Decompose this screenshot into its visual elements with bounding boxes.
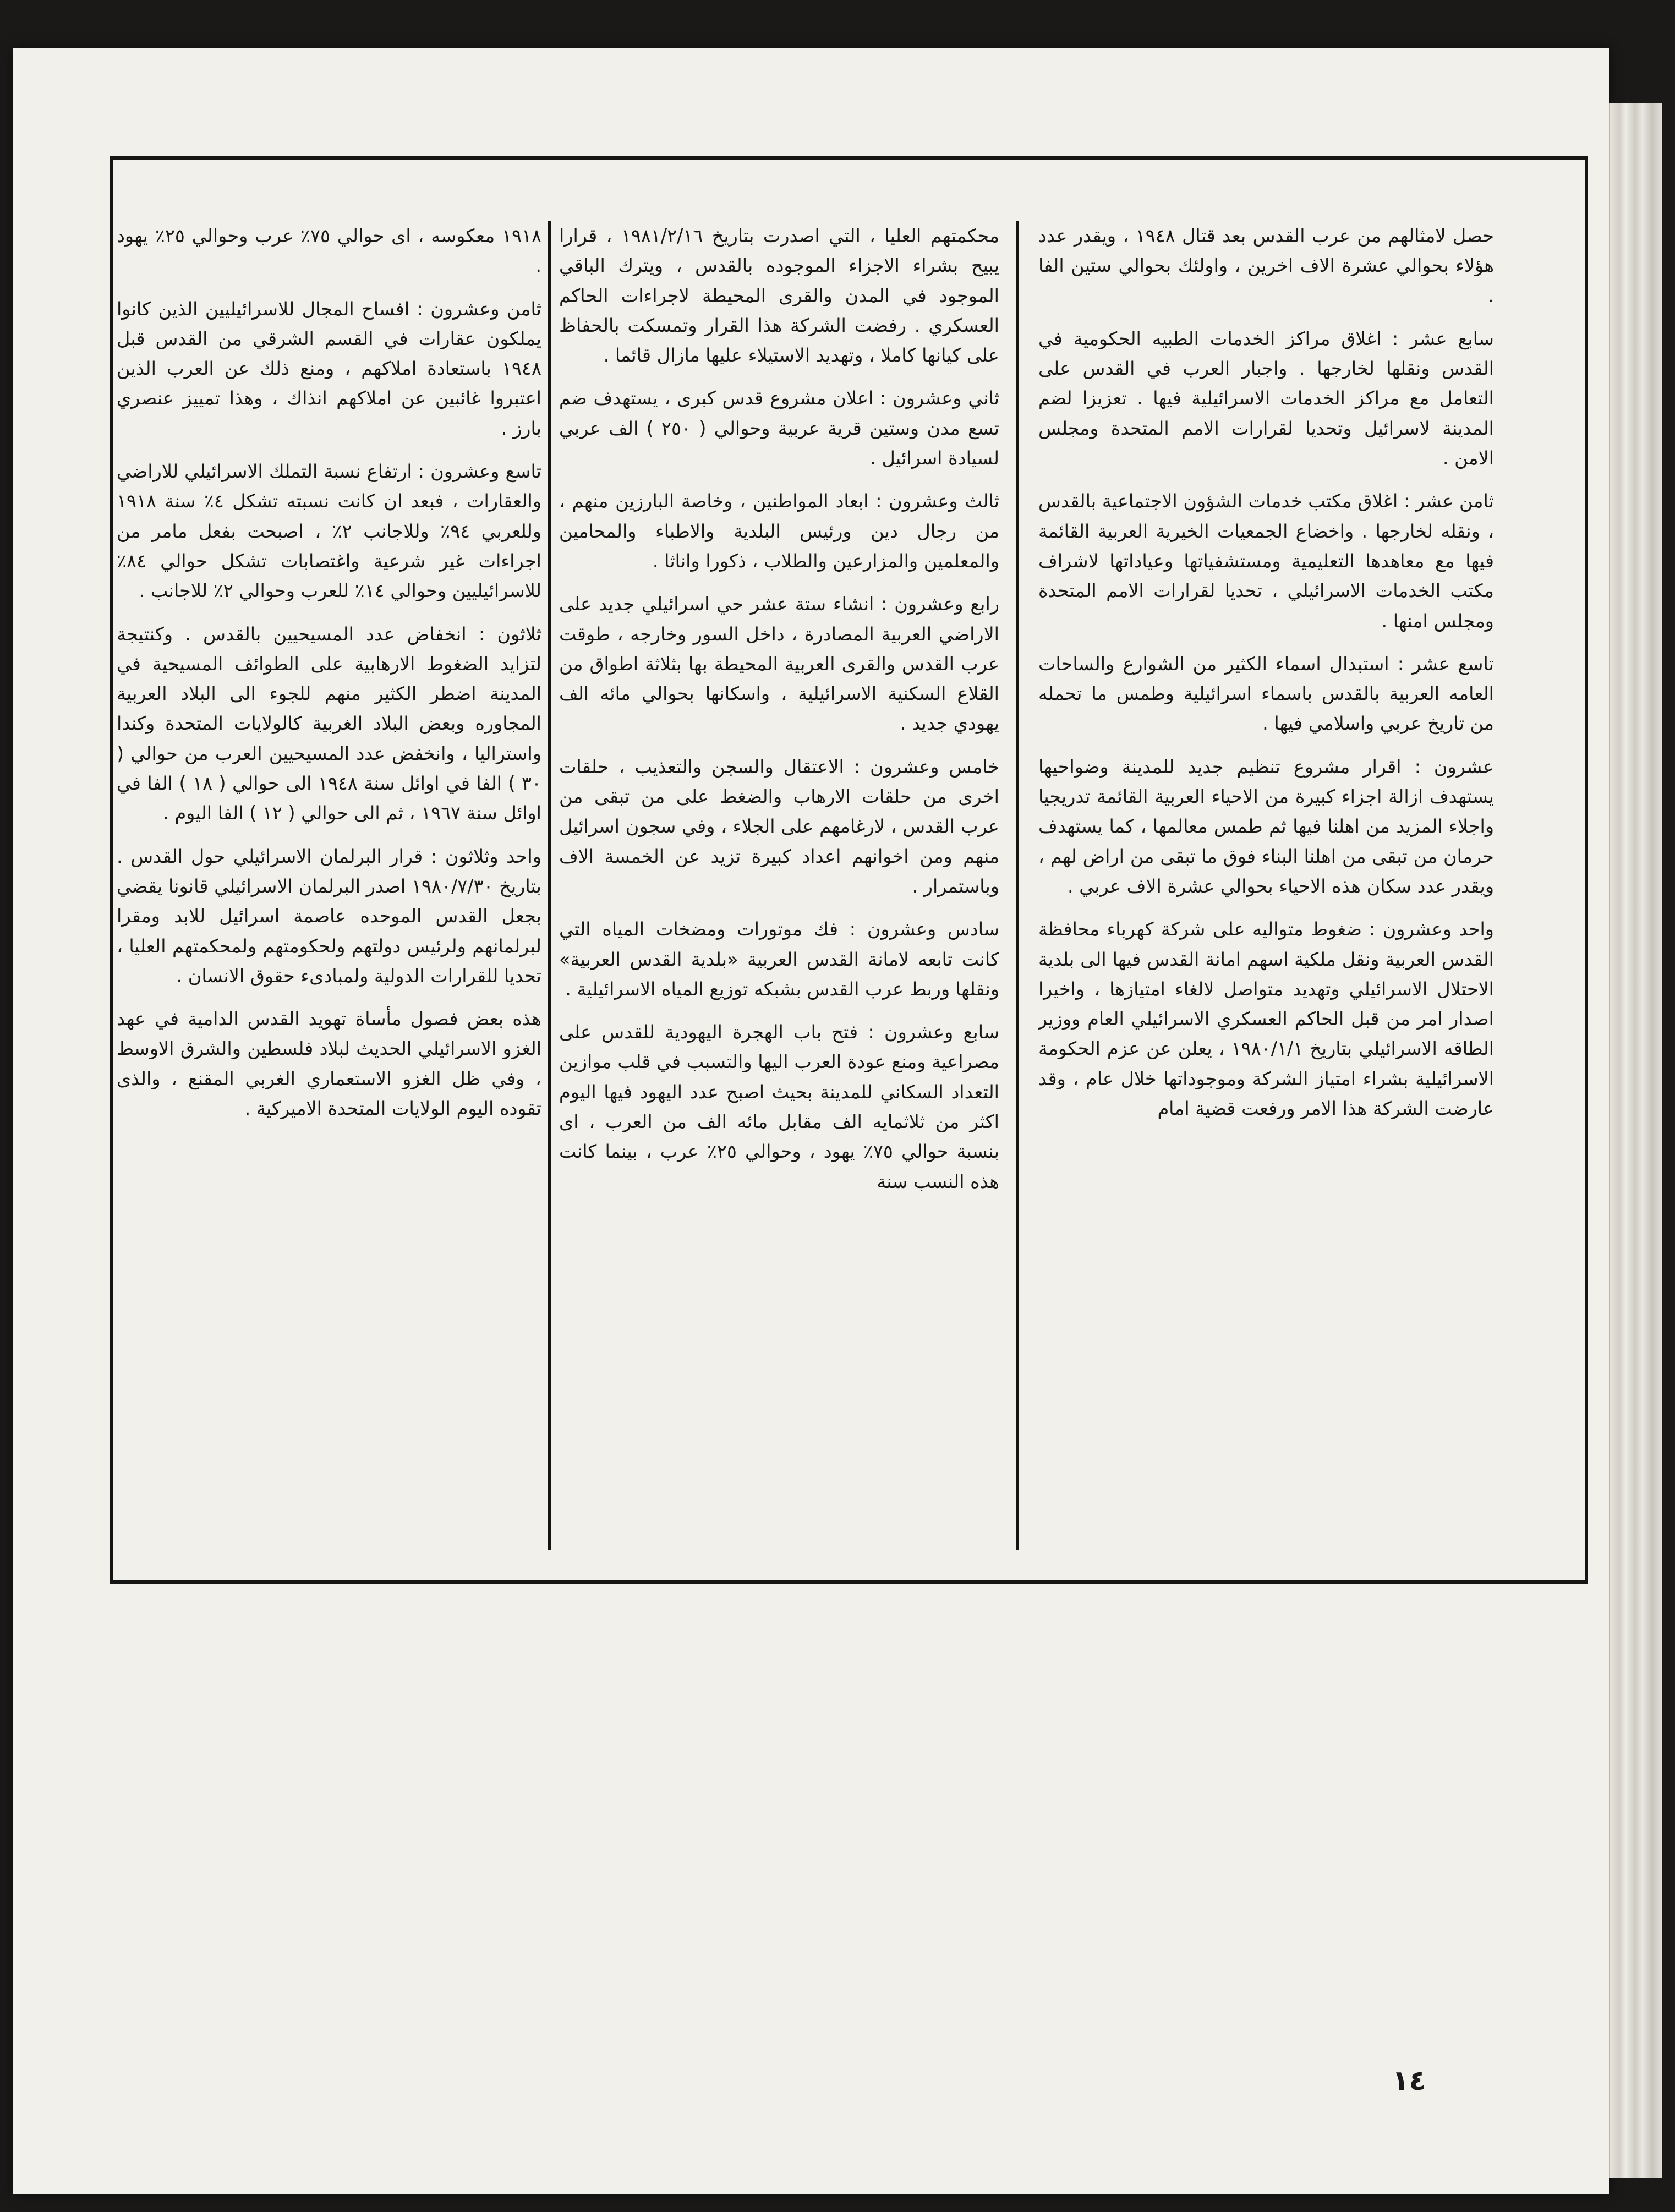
magazine-page	[13, 48, 1609, 2194]
paragraph: عشرون : اقرار مشروع تنظيم جديد للمدينة وضواحيها يستهدف ازالة اجزاء كبيرة من الاحياء العربية القائمة تدريجيا واجلاء المزيد من اهلنا فيها ثم طمس معالمها ، كما يستهدف حرمان من تبقى من اهلنا البناء فوق ما تبقى من اراض لهم ، ويقدر عدد سكان هذه الاحياء بحوالي عشرة الاف عربي .	[1038, 755, 1494, 897]
paragraph: ثالث وعشرون : ابعاد المواطنين ، وخاصة البارزين منهم ، من رجال دين ورئيس البلدية والاطباء والمحامين والمعلمين والمزارعين والطلاب ، ذكورا واناثا .	[559, 490, 999, 572]
paragraph: سابع وعشرون : فتح باب الهجرة اليهودية للقدس على مصراعية ومنع عودة العرب اليها والتسبب في قلب موازين التعداد السكاني للمدينة بحيث اصبح عدد اليهود فيها اليوم اكثر من ثلاثمايه الف مقابل مائه الف من العرب ، اى بنسبة حوالي ٧٥٪ يهود ، وحوالي ٢٥٪ عرب ، بينما كانت هذه النسب سنة	[559, 1021, 999, 1192]
paragraph: ١٩١٨ معكوسه ، اى حوالي ٧٥٪ عرب وحوالي ٢٥٪ يهود .	[117, 225, 541, 277]
page-edges	[1609, 103, 1662, 2178]
paragraph: ثلاثون : انخفاض عدد المسيحيين بالقدس . وكنتيجة لتزايد الضغوط الارهابية على الطوائف المسيحية في المدينة اضطر الكثير منهم للجوء الى البلاد العربية المجاوره وبعض البلاد الغربية كالولايات المتحدة وكندا واستراليا ، وانخفض عدد المسيحيين العرب من حوالي ( ٣٠ ) الفا في اوائل سنة ١٩٤٨ الى حوالي ( ١٨ ) الفا في اوائل سنة ١٩٦٧ ، ثم الى حوالي ( ١٢ ) الفا اليوم .	[117, 623, 541, 824]
paragraph: حصل لامثالهم من عرب القدس بعد قتال ١٩٤٨ ، ويقدر عدد هؤلاء بحوالي عشرة الاف اخرين ، واولئك بحوالي ستين الفا .	[1038, 225, 1494, 306]
article-column-left	[117, 221, 541, 1542]
column-divider	[548, 221, 551, 1550]
article-column-middle	[559, 221, 999, 1542]
paragraph: تاسع عشر : استبدال اسماء الكثير من الشوارع والساحات العامه العربية بالقدس باسماء اسرائيلية وطمس ما تحمله من تاريخ عربي واسلامي فيها .	[1038, 653, 1494, 735]
paragraph: ثامن وعشرون : افساح المجال للاسرائيليين الذين كانوا يملكون عقارات في القسم الشرقي من القدس قبل ١٩٤٨ باستعادة املاكهم ، ومنع ذلك عن العرب الذين اعتبروا غائبين عن املاكهم انذاك ، وهذا تمييز عنصري بارز .	[117, 298, 541, 439]
paragraph: هذه بعض فصول مأساة تهويد القدس الدامية في عهد الغزو الاسرائيلي الحديث لبلاد فلسطين والشرق الاوسط ، وفي ظل الغزو الاستعماري الغربي المقنع ، والذى تقوده اليوم الولايات المتحدة الاميركية .	[117, 1008, 541, 1120]
column-divider	[1016, 221, 1019, 1550]
paragraph: ثاني وعشرون : اعلان مشروع قدس كبرى ، يستهدف ضم تسع مدن وستين قرية عربية وحوالي ( ٢٥٠ ) الف عربي لسيادة اسرائيل .	[559, 387, 999, 469]
paragraph: خامس وعشرون : الاعتقال والسجن والتعذيب ، حلقات اخرى من حلقات الارهاب والضغط على من تبقى من عرب القدس ، لارغامهم على الجلاء ، وفي سجون اسرائيل منهم ومن اخوانهم اعداد كبيرة تزيد عن الخمسة الاف وباستمرار .	[559, 755, 999, 897]
paragraph: واحد وعشرون : ضغوط متواليه على شركة كهرباء محافظة القدس العربية ونقل ملكية اسهم امانة القدس فيها الى بلدية الاحتلال الاسرائيلي وتهديد متواصل لالغاء امتيازها ، واخيرا اصدار امر من قبل الحاكم العسكري الاسرائيلي العام ووزير الطاقه الاسرائيلي بتاريخ ١٩٨٠/١/١ ، يعلن عن عزم الحكومة الاسرائيلية بشراء امتياز الشركة وموجوداتها خلال عام ، وقد عارضت الشركة هذا الامر ورفعت قضية امام	[1038, 918, 1494, 1120]
page-number: ١٤	[1392, 2065, 1426, 2096]
article-frame	[110, 156, 1588, 1584]
paragraph: رابع وعشرون : انشاء ستة عشر حي اسرائيلي جديد على الاراضي العربية المصادرة ، داخل السور وخارجه ، طوقت عرب القدس والقرى العربية المحيطة بها بثلاثة اطواق من القلاع السكنية الاسرائيلية ، واسكانها بحوالي مائه الف يهودي جديد .	[559, 593, 999, 735]
paragraph: ثامن عشر : اغلاق مكتب خدمات الشؤون الاجتماعية بالقدس ، ونقله لخارجها . واخضاع الجمعيات الخيرية العربية القائمة فيها مع معاهدها التعليمية ومستشفياتها وعياداتها لاشراف مكتب الخدمات الاسرائيلي ، تحديا لقرارات الامم المتحدة ومجلس امنها .	[1038, 490, 1494, 632]
paragraph: سابع عشر : اغلاق مراكز الخدمات الطبيه الحكومية في القدس ونقلها لخارجها . واجبار العرب في القدس على التعامل مع مراكز الخدمات الاسرائيلية فيها . تعزيزا لضم المدينة لاسرائيل وتحديا لقرارات الامم المتحدة ومجلس الامن .	[1038, 327, 1494, 469]
paragraph: سادس وعشرون : فك موتورات ومضخات المياه التي كانت تابعه لامانة القدس العربية «بلدية القدس العربية» ونقلها وربط عرب القدس بشبكه توزيع المياه الاسرائيلية .	[559, 918, 999, 1000]
article-column-right	[1038, 221, 1494, 1542]
paragraph: تاسع وعشرون : ارتفاع نسبة التملك الاسرائيلي للاراضي والعقارات ، فبعد ان كانت نسبته تشكل ٤٪ سنة ١٩١٨ وللعربي ٩٤٪ وللاجانب ٢٪ ، اصبحت بفعل مامر من اجراءات غير شرعية واغتصابات تشكل حوالي ٨٤٪ للاسرائيليين وحوالي ١٤٪ للعرب وحوالي ٢٪ للاجانب .	[117, 461, 541, 602]
paragraph: محكمتهم العليا ، التي اصدرت بتاريخ ١٩٨١/٢/١٦ ، قرارا يبيح بشراء الاجزاء الموجوده بالقدس ، ويترك الباقي الموجود في المدن والقرى المحيطة لاجراءات الحاكم العسكري . رفضت الشركة هذا القرار وتمسكت بالحفاظ على كيانها كاملا ، وتهديد الاستيلاء عليها مازال قائما .	[559, 225, 999, 366]
paragraph: واحد وثلاثون : قرار البرلمان الاسرائيلي حول القدس . بتاريخ ١٩٨٠/٧/٣٠ اصدر البرلمان الاسرائيلي قانونا يقضي بجعل القدس الموحده عاصمة اسرائيل للابد ومقرا لبرلمانهم ولرئيس دولتهم ولحكومتهم ولمحكمتهم العليا ، تحديا للقرارات الدولية ولمبادىء حقوق الانسان .	[117, 845, 541, 987]
